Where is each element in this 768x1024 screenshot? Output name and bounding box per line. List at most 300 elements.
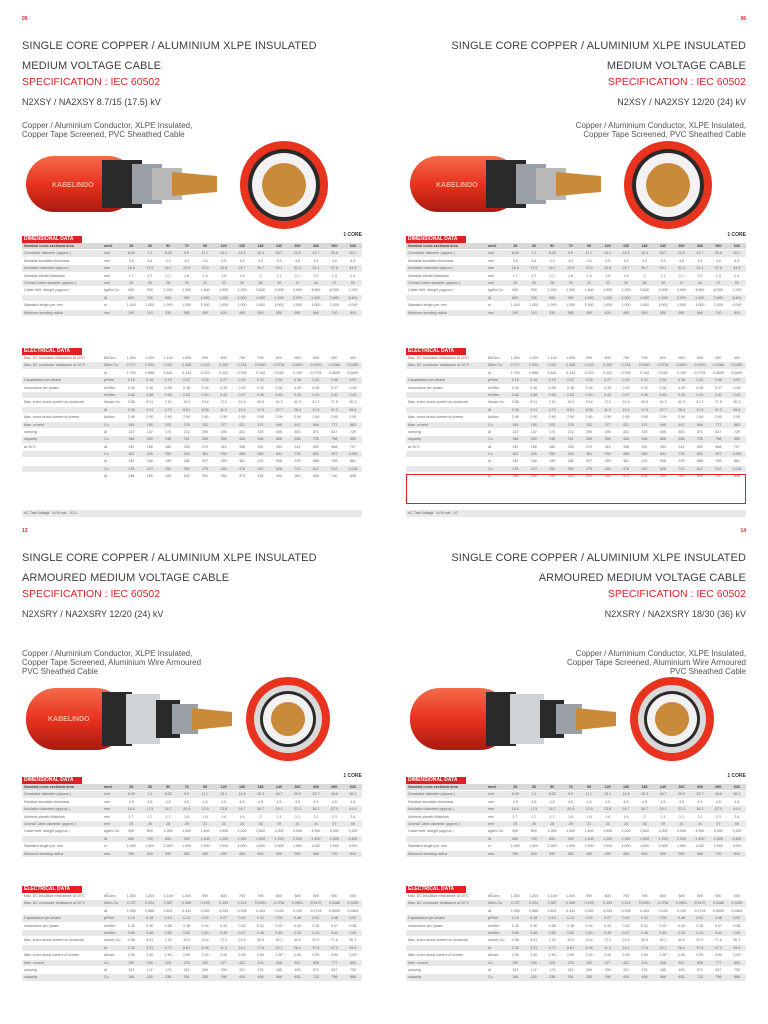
table-cell: 130	[128, 444, 135, 449]
table-cell: 1,200	[603, 295, 613, 300]
table-cell: 297	[202, 459, 209, 464]
table-cell: 863	[349, 960, 356, 965]
table-cell: 493	[294, 967, 301, 972]
table-cell: 6.61	[567, 407, 575, 412]
table-cell: 4.5	[276, 799, 282, 804]
table-cell: 4.5	[350, 258, 356, 263]
elec-grid	[22, 355, 362, 481]
table-row	[22, 302, 362, 309]
table-cell: 31.3	[677, 266, 685, 271]
table-cell: 2.4	[734, 814, 740, 819]
table-cell: 2.90	[275, 953, 283, 958]
table-cell: 34.3	[275, 400, 283, 405]
title-line-2: MEDIUM VOLTAGE CABLE	[22, 60, 162, 72]
table-cell: 1,000	[145, 303, 155, 308]
table-cell: 123	[128, 429, 135, 434]
table-cell: 696	[696, 960, 703, 965]
table-cell: 11.3	[220, 945, 227, 950]
table-cell: 546	[659, 422, 666, 427]
table-cell: 3.58	[511, 938, 519, 943]
table-cell: 2,000	[292, 836, 302, 841]
table-cell: 159	[512, 422, 519, 427]
title-line-2: ARMOURED MEDIUM VOLTAGE CABLE	[538, 572, 746, 584]
table-row	[406, 900, 746, 907]
table-cell: 41	[295, 280, 300, 285]
table-cell: 1,000	[182, 303, 192, 308]
table-cell: 0.253	[603, 908, 613, 913]
table-cell: 71.5	[330, 938, 338, 943]
table-cell: 2,400	[311, 295, 321, 300]
table-cell: 6,000	[329, 288, 339, 293]
row-unit: mm	[488, 807, 494, 812]
row-unit: kA/sec	[488, 953, 499, 958]
table-cell: 800	[549, 836, 556, 841]
table-cell: 1,200	[529, 894, 539, 898]
table-cell: 0.58	[530, 930, 538, 935]
row-unit: m	[104, 844, 107, 849]
table-cell: 0.27	[220, 378, 228, 383]
row-unit: mH/km	[104, 385, 116, 390]
table-cell: 474	[257, 422, 264, 427]
table-cell: 213	[146, 466, 153, 471]
table-cell: 4,900	[311, 829, 321, 834]
table-row	[406, 893, 746, 900]
table-cell: 25	[129, 785, 134, 789]
row-label: Standard length per reel	[408, 844, 447, 849]
table-cell: 29.1	[659, 807, 667, 812]
table-cell: 0.727	[126, 363, 136, 368]
table-row	[22, 407, 362, 414]
title-line-1: SINGLE CORE COPPER / ALUMINIUM XLPE INSULATED	[22, 552, 317, 564]
table-cell: 0.40	[530, 923, 538, 928]
table-cell: 496	[641, 437, 648, 442]
table-cell: 31	[203, 280, 208, 285]
table-cell: 377	[220, 422, 227, 427]
table-cell: 8.25	[164, 251, 172, 256]
table-cell: 1,000	[200, 844, 210, 849]
table-cell: 310	[604, 444, 611, 449]
table-cell: 7.15	[548, 400, 556, 405]
row-label: Cable Nett. Weight (approx.)	[24, 829, 70, 834]
table-cell: 199	[165, 459, 172, 464]
table-cell: 0.53	[567, 930, 575, 935]
table-cell: 34.1	[696, 807, 704, 812]
row-unit: Al	[104, 429, 108, 434]
table-cell: 1,300	[237, 836, 247, 841]
table-cell: 13.1	[220, 251, 228, 256]
table-row	[22, 355, 362, 362]
table-row	[22, 473, 362, 480]
table-cell: 0.53	[567, 392, 575, 397]
table-cell: 810	[733, 310, 740, 315]
table-cell: 4.5	[202, 799, 208, 804]
table-cell: 777	[331, 960, 338, 965]
table-cell: 0.193	[200, 363, 210, 368]
table-cell: 0.33	[604, 923, 612, 928]
table-cell: 812	[312, 466, 319, 471]
table-cell: 0.320	[584, 908, 594, 913]
table-cell: 2.90	[238, 415, 246, 420]
section-header: DIMENSIONAL DATA	[406, 236, 466, 243]
table-cell: 310	[146, 851, 153, 856]
row-unit: Al	[104, 444, 108, 449]
table-cell: 2.90	[567, 953, 575, 958]
table-cell: 377	[220, 960, 227, 965]
row-label	[406, 407, 488, 413]
table-cell: 630	[349, 785, 356, 789]
table-cell: 238	[549, 437, 556, 442]
table-cell: 71.5	[714, 400, 722, 405]
title-line-1: SINGLE CORE COPPER / ALUMINIUM XLPE INSULATED	[451, 40, 746, 52]
table-cell: 0.0283	[347, 363, 359, 368]
table-cell: 1,000	[547, 829, 557, 834]
row-unit: Cu	[104, 466, 109, 471]
table-cell: 0.31	[257, 385, 265, 390]
table-cell: 440	[623, 437, 630, 442]
table-cell: 2.36	[127, 407, 135, 412]
table-cell: 1,000	[145, 844, 155, 849]
row-unit: Al	[104, 836, 108, 841]
table-cell: 420	[604, 851, 611, 856]
table-cell: 11.7	[201, 251, 209, 256]
table-cell: 666	[312, 459, 319, 464]
table-cell: 0.42	[312, 930, 320, 935]
table-cell: 0.30	[659, 923, 667, 928]
table-cell: 1,000	[584, 844, 594, 849]
table-cell: 900	[530, 829, 537, 834]
table-cell: 0.19	[164, 916, 172, 921]
electrical-table	[406, 886, 746, 982]
table-cell: 28.4	[293, 945, 301, 950]
cable-code: N2XSY / NA2XSY 8.7/15 (17.5) kV	[22, 97, 161, 107]
table-cell: 0.100	[292, 370, 302, 375]
table-cell: 696	[312, 422, 319, 427]
table-cell: 2.90	[733, 415, 741, 420]
table-cell: 29	[184, 821, 189, 826]
table-cell: 22.7	[275, 407, 283, 412]
table-cell: 3,900	[292, 288, 302, 293]
row-label: Cable Nett. Weight (approx.)	[408, 829, 454, 834]
table-cell: 1.8	[184, 814, 190, 819]
table-cell: 0.27	[604, 378, 612, 383]
table-cell: 0.868	[529, 908, 539, 913]
table-cell: 190	[530, 422, 537, 427]
table-cell: 0.443	[182, 908, 192, 913]
table-cell: 50	[166, 244, 171, 248]
table-cell: 140	[512, 459, 519, 464]
table-cell: 1,200	[145, 356, 155, 360]
table-cell: 7,200	[732, 288, 742, 293]
table-cell: 576	[678, 459, 685, 464]
table-cell: 2.90	[257, 415, 265, 420]
row-label: Conductor diameter (approx.)	[24, 251, 71, 256]
table-cell: 346	[623, 444, 630, 449]
table-cell: 2.90	[548, 415, 556, 420]
table-cell: 1,000	[292, 844, 302, 849]
table-cell: 1,000	[640, 303, 650, 308]
table-row	[406, 287, 746, 294]
table-cell: 700	[146, 836, 153, 841]
table-cell: 200	[530, 975, 537, 980]
table-cell: 2.1	[294, 273, 300, 278]
table-cell: 37.0	[714, 807, 722, 812]
table-cell: 1,018	[732, 466, 742, 471]
row-label: Insulation diameter (approx.)	[408, 807, 454, 812]
table-cell: 0.42	[127, 923, 135, 928]
row-unit: kA/sec Cu	[104, 938, 121, 943]
table-cell: 2.1	[660, 814, 666, 819]
table-cell: 777	[715, 422, 722, 427]
title-line-1: SINGLE CORE COPPER / ALUMINIUM XLPE INSULATED	[451, 552, 746, 564]
table-cell: 4,900	[695, 829, 705, 834]
table-cell: 21.5	[238, 938, 246, 943]
table-row	[22, 836, 362, 843]
table-cell: 0.206	[621, 370, 631, 375]
row-label: Max. DC Insulation resistance at 20°C	[408, 894, 469, 898]
desc-line: Copper Tape Screened, Aluminium Wire Armoured	[22, 658, 202, 667]
table-cell: 0.34	[275, 916, 283, 921]
table-row	[22, 806, 362, 813]
brand-label: KABELINDO	[436, 182, 478, 189]
table-cell: 332	[202, 960, 209, 965]
table-cell: 2,600	[640, 288, 650, 293]
table-row	[406, 250, 746, 257]
table-cell: 4.5	[586, 799, 592, 804]
table-cell: 185	[257, 785, 264, 789]
table-cell: 5.01	[530, 400, 538, 405]
electrical-table	[406, 348, 746, 481]
table-cell: 838	[349, 474, 356, 479]
table-cell: 6,000	[713, 288, 723, 293]
row-unit: mm	[488, 799, 494, 804]
table-cell: 1.8	[568, 273, 574, 278]
table-cell: 1,000	[163, 303, 173, 308]
table-cell: 14.2	[622, 945, 630, 950]
table-row	[22, 451, 362, 458]
table-cell: 377	[604, 960, 611, 965]
table-cell: 435	[659, 429, 666, 434]
table-cell: 290	[512, 851, 519, 856]
table-cell: 1.9	[623, 814, 629, 819]
dimensional-table	[22, 236, 362, 317]
table-cell: 291	[183, 975, 190, 980]
row-unit: kA/sec Cu	[104, 400, 121, 405]
table-cell: 571	[696, 429, 703, 434]
table-cell: 0.0366	[328, 363, 340, 368]
page-06	[384, 0, 768, 515]
table-cell: 2.4	[350, 273, 356, 278]
table-cell: 375	[586, 466, 593, 471]
table-cell: 259	[586, 967, 593, 972]
table-cell: 0.0778	[310, 908, 322, 913]
table-cell: 493	[294, 429, 301, 434]
table-cell: 612	[294, 422, 301, 427]
table-cell: 1,000	[274, 844, 284, 849]
row-label: Max. DC conductor resistance at 20°C	[408, 363, 470, 368]
table-cell: 0.31	[641, 916, 649, 921]
table-cell: 2.90	[567, 415, 575, 420]
table-cell: 1,500	[256, 836, 266, 841]
table-cell: 6.00	[127, 251, 135, 256]
table-cell: 0.268	[182, 901, 192, 906]
table-cell: 500	[331, 785, 338, 789]
table-cell: 0.60	[127, 392, 135, 397]
table-cell: 4.5	[715, 258, 721, 263]
table-cell: 3,900	[676, 288, 686, 293]
row-unit: mm2	[488, 785, 497, 789]
table-cell: 350	[586, 975, 593, 980]
table-cell: 259	[202, 429, 209, 434]
table-cell: 4.5	[276, 258, 282, 263]
section-header: DIMENSIONAL DATA	[22, 777, 82, 784]
table-cell: 5.01	[146, 938, 154, 943]
table-cell: 2.90	[511, 415, 519, 420]
table-cell: 24.7	[622, 807, 630, 812]
table-cell: 568	[659, 975, 666, 980]
table-row	[22, 436, 362, 443]
row-label: Minimum bending radius	[24, 310, 64, 315]
row-unit: µF/km	[104, 916, 115, 921]
table-cell: 700	[239, 894, 246, 898]
table-cell: 0.22	[567, 916, 575, 921]
table-cell: 14.5	[238, 792, 246, 797]
table-cell: 1,000	[566, 356, 576, 360]
table-cell: 435	[659, 967, 666, 972]
row-label	[406, 836, 488, 842]
table-cell: 184	[549, 444, 556, 449]
table-cell: 0.16	[511, 916, 519, 921]
table-cell: 0.124	[621, 363, 631, 368]
table-cell: 14.2	[238, 945, 246, 950]
table-cell: 576	[294, 459, 301, 464]
table-cell: 4.5	[331, 799, 337, 804]
table-cell: 57.2	[312, 400, 320, 405]
table-cell: 400	[312, 244, 319, 248]
table-cell: 1,200	[529, 356, 539, 360]
table-cell: 2	[643, 814, 646, 819]
table-cell: 17.5	[641, 945, 649, 950]
table-cell: 29.1	[275, 807, 283, 812]
row-label: Standard length per reel	[24, 303, 63, 308]
table-cell: 8.25	[548, 251, 556, 256]
table-cell: 0.43	[677, 930, 685, 935]
table-cell: 350	[202, 437, 209, 442]
table-cell: 0.387	[163, 901, 173, 906]
table-cell: 290	[128, 851, 135, 856]
table-row	[22, 280, 362, 287]
table-cell: 195	[165, 474, 172, 479]
table-cell: 41	[679, 280, 684, 285]
table-cell: 39	[660, 280, 665, 285]
row-label: Max. DC Insulation resistance at 20°C	[24, 356, 85, 360]
table-cell: 478	[623, 466, 630, 471]
table-cell: 635	[678, 975, 685, 980]
table-cell: 2.90	[330, 953, 338, 958]
table-cell: 30.2	[733, 251, 741, 256]
table-cell: 2.36	[127, 945, 135, 950]
table-cell: 2.90	[677, 953, 685, 958]
cable-illustration	[406, 674, 746, 764]
table-cell: 0.25	[585, 378, 593, 383]
table-cell: 0.42	[696, 392, 704, 397]
table-cell: 725	[294, 452, 301, 457]
table-row	[22, 429, 362, 436]
row-label: carrying	[408, 967, 421, 972]
table-cell: 31	[203, 821, 208, 826]
table-cell: 861	[733, 459, 740, 464]
table-cell: 506	[275, 459, 282, 464]
table-cell: 5.01	[530, 938, 538, 943]
table-cell: 214	[567, 967, 574, 972]
table-cell: 39	[276, 280, 281, 285]
table-cell: 2.90	[659, 953, 667, 958]
table-cell: 181	[512, 452, 519, 457]
table-cell: 0.50	[585, 392, 593, 397]
table-cell: 276	[567, 422, 574, 427]
table-cell: 4.5	[734, 799, 740, 804]
table-cell: 17.5	[257, 407, 265, 412]
table-cell: 0.33	[604, 385, 612, 390]
table-cell: 4.5	[734, 258, 740, 263]
table-cell: 1,000	[163, 288, 173, 293]
test-voltage-value: 30.5	[69, 511, 77, 515]
table-cell: 20.5	[567, 807, 575, 812]
table-cell: 590	[294, 310, 301, 315]
table-cell: 3,200	[274, 829, 284, 834]
table-cell: 2.90	[127, 415, 135, 420]
row-label: Max. short circuit current of conductor	[408, 938, 469, 943]
table-cell: 3,400	[732, 295, 742, 300]
table-row	[22, 791, 362, 798]
table-cell: 0.40	[146, 385, 154, 390]
table-cell: 600	[275, 894, 282, 898]
row-unit: Al	[488, 407, 492, 412]
table-cell: 0.16	[127, 916, 135, 921]
table-cell: 900	[512, 829, 519, 834]
table-cell: 568	[659, 437, 666, 442]
table-cell: 120	[220, 785, 227, 789]
table-cell: 0.49	[604, 930, 612, 935]
table-cell: 20.9	[293, 251, 301, 256]
table-cell: 2.90	[733, 953, 741, 958]
table-row	[406, 399, 746, 406]
table-cell: 1,000	[182, 844, 192, 849]
row-label: Max. short circuit current of conductor	[408, 400, 469, 405]
table-cell: 168	[512, 437, 519, 442]
table-cell: 34	[240, 821, 245, 826]
table-cell: 28	[550, 821, 555, 826]
desc-line: PVC Sheathed Cable	[669, 667, 746, 676]
row-label: carrying	[408, 429, 421, 434]
table-cell: 10.0	[183, 400, 191, 405]
table-cell: 23.7	[696, 251, 704, 256]
row-label: Nominal insulation thickness	[24, 258, 70, 263]
desc-line: PVC Sheathed Cable	[22, 667, 99, 676]
table-cell: 4.5	[184, 799, 190, 804]
table-cell: 666	[696, 459, 703, 464]
row-unit: mH/km	[488, 923, 500, 928]
table-cell: 912	[331, 466, 338, 471]
table-cell: 245	[567, 459, 574, 464]
table-cell: 880	[733, 437, 740, 442]
table-cell: 1,000	[676, 303, 686, 308]
table-cell: 4.5	[258, 799, 264, 804]
row-unit: Cu	[104, 960, 109, 965]
table-cell: 1,900	[603, 829, 613, 834]
table-row	[22, 974, 362, 981]
table-cell: 1.8	[202, 814, 208, 819]
table-cell: 729	[349, 967, 356, 972]
